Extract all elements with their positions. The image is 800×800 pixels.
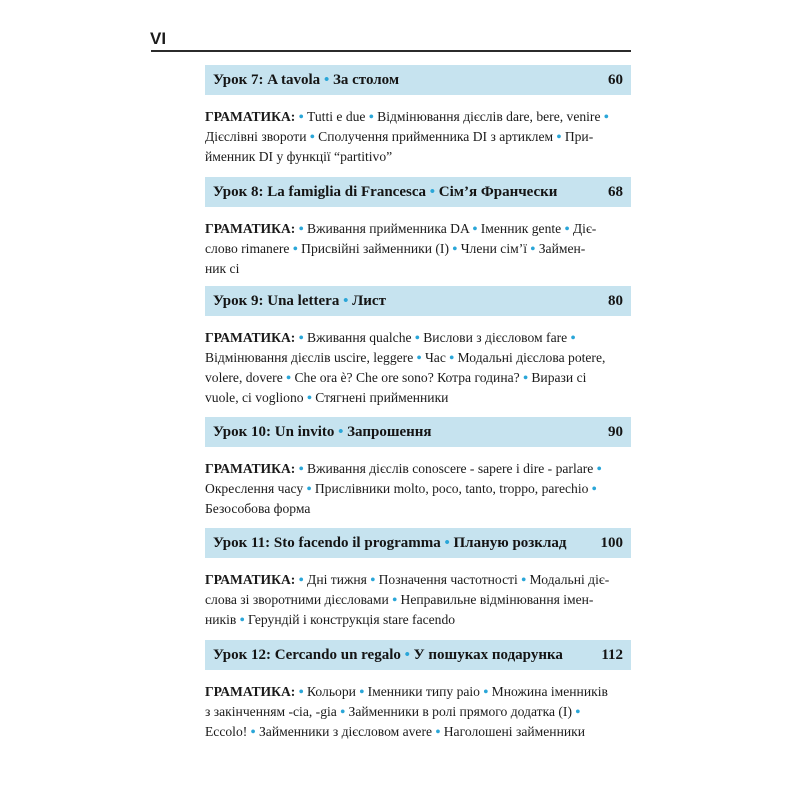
grammar-block: ГРАМАТИКА: • Tutti e due • Відмінювання дієслів dare, bere, venire • Дієслівні звороти • Сполучення прийменника DI з артиклем • При- йменник DI у функції “partitivo” (205, 109, 609, 164)
grammar-line: Відмінювання дієслів uscire, leggere • Час • Модальні дієслова potere, (205, 350, 606, 366)
grammar-label: ГРАМАТИКА: (205, 684, 296, 699)
bullet-separator: • (603, 110, 609, 125)
bullet-separator: • (472, 222, 478, 237)
lesson-title: Урок 12: Cercando un regalo • У пошуках подарунка (213, 646, 563, 663)
grammar-line: ників • Герундій і конструкція stare facendo (205, 612, 456, 628)
lesson-9 (205, 286, 631, 408)
lesson-page-number: 80 (608, 292, 623, 309)
grammar-block: ГРАМАТИКА: • Вживання дієслів conoscere - sapere і dire - parlare • Окреслення часу • Прислівники molto, poco, tanto, troppo, parechio • Безособова форма (205, 461, 602, 516)
bullet-separator: • (556, 130, 562, 145)
bullet-separator: • (523, 371, 528, 386)
bullet-separator: • (483, 685, 489, 700)
bullet-separator: • (250, 725, 256, 740)
grammar-line: Кольори • Іменники типу paio • Множина іменників (307, 684, 608, 700)
lesson-title-bar[interactable] (205, 528, 631, 558)
lesson-title-bar[interactable] (205, 417, 631, 447)
grammar-line: Tutti e due • Відмінювання дієслів dare, bere, venire • (307, 109, 609, 125)
bullet-separator: • (239, 613, 245, 628)
bullet-separator: • (575, 705, 581, 720)
lesson-8 (205, 177, 631, 278)
lesson-title: Урок 11: Sto facendo il programma • Планую розклад (213, 534, 567, 551)
bullet-separator: • (306, 482, 312, 497)
grammar-label: ГРАМАТИКА: (205, 330, 296, 345)
lesson-12 (205, 640, 631, 742)
lesson-page-number: 100 (600, 534, 623, 551)
bullet-separator: • (392, 593, 398, 608)
grammar-label: ГРАМАТИКА: (205, 109, 296, 124)
bullet-separator: • (368, 110, 374, 125)
grammar-line: йменник DI у функції “partitivo” (205, 149, 393, 164)
bullet-separator: • (286, 371, 292, 386)
grammar-line: Безособова форма (205, 501, 311, 516)
grammar-label: ГРАМАТИКА: (205, 572, 296, 587)
grammar-line: Дні тижня • Позначення частотності • Модальні діє- (307, 572, 610, 588)
bullet-separator: • (306, 391, 312, 406)
lesson-page-number: 60 (608, 71, 623, 88)
grammar-line: Окреслення часу • Прислівники molto, poco, tanto, troppo, parechio • (205, 481, 597, 497)
bullet-separator: • (596, 462, 602, 477)
bullet-separator: • (564, 222, 570, 237)
lesson-title: Урок 9: Una lettera • Лист (213, 292, 386, 309)
bullet-separator: • (292, 242, 298, 257)
lesson-title: Урок 10: Un invito • Запрошення (213, 423, 432, 440)
grammar-block: ГРАМАТИКА: • Вживання qualche • Вислови з дієсловом fare • Відмінювання дієслів uscire, leggere • Час • Модальні дієслова potere, volere, dovere • Che ora è? Che ore sono? Котра година? • Вирази ci vuole, ci vogliono • Стягнені прийменники (205, 330, 606, 406)
bullet-separator: • (309, 130, 315, 145)
grammar-line: vuole, ci vogliono • Стягнені прийменники (205, 390, 449, 406)
page-number: VI (150, 29, 167, 48)
lesson-title-bar[interactable] (205, 286, 631, 316)
grammar-line: слово rimanere • Присвійні займенники (I) • Члени сім’ї • Займен- (205, 241, 586, 257)
lesson-page-number: 68 (608, 183, 623, 200)
grammar-line: Дієслівні звороти • Сполучення прийменника DI з артиклем • При- (205, 129, 594, 145)
grammar-block: ГРАМАТИКА: • Вживання прийменника DA • Іменник gente • Діє- слово rimanere • Присвійні займенники (I) • Члени сім’ї • Займен- ник ci (205, 221, 597, 276)
lesson-7 (205, 65, 631, 166)
grammar-label: ГРАМАТИКА: (205, 221, 296, 236)
grammar-line: Вживання дієслів conoscere - sapere і dire - parlare • (307, 461, 602, 477)
bullet-separator: • (370, 573, 376, 588)
bullet-separator: • (414, 331, 420, 346)
grammar-line: Вживання qualche • Вислови з дієсловом fare • (307, 330, 576, 346)
bullet-separator: • (521, 573, 527, 588)
lesson-title-bar[interactable] (205, 65, 631, 95)
bullet-separator: • (340, 705, 346, 720)
bullet-separator: • (449, 351, 455, 366)
lesson-page-number: 112 (601, 646, 623, 663)
top-rule (151, 50, 631, 52)
lesson-10 (205, 417, 631, 518)
grammar-block: ГРАМАТИКА: • Дні тижня • Позначення частотності • Модальні діє- слова зі зворотними дієсловами • Неправильне відмінювання імен- ників • Герундій і конструкція stare facendo (205, 572, 610, 628)
grammar-line: Eccolo! • Займенники з дієсловом avere • Наголошені займенники (205, 724, 585, 740)
bullet-separator: • (452, 242, 458, 257)
bullet-separator: • (591, 482, 597, 497)
grammar-line: з закінченням -cia, -gia • Займенники в ролі прямого додатка (I) • (205, 704, 581, 720)
grammar-line: слова зі зворотними дієсловами • Неправильне відмінювання імен- (205, 592, 594, 608)
grammar-line: volere, dovere • Che ora è? Che ore sono? Котра година? • Вирази ci (205, 370, 587, 386)
bullet-separator: • (416, 351, 422, 366)
grammar-block: ГРАМАТИКА: • Кольори • Іменники типу paio • Множина іменників з закінченням -cia, -gia • Займенники в ролі прямого додатка (I) • Eccolo! • Займенники з дієсловом avere • Наголошені займенники (205, 684, 608, 740)
bullet-separator: • (570, 331, 576, 346)
lesson-11 (205, 528, 631, 630)
lesson-title: Урок 8: La famiglia di Francesca • Сім’я Франчески (213, 183, 558, 200)
grammar-label: ГРАМАТИКА: (205, 461, 296, 476)
grammar-line: Вживання прийменника DA • Іменник gente • Діє- (307, 221, 597, 237)
bullet-separator: • (359, 685, 365, 700)
lesson-page-number: 90 (608, 423, 623, 440)
bullet-separator: • (530, 242, 536, 257)
grammar-line: ник ci (205, 261, 240, 276)
lesson-title-bar[interactable] (205, 640, 631, 670)
lesson-title-bar[interactable] (205, 177, 631, 207)
bullet-separator: • (435, 725, 441, 740)
lesson-title: Урок 7: A tavola • За столом (213, 71, 400, 88)
